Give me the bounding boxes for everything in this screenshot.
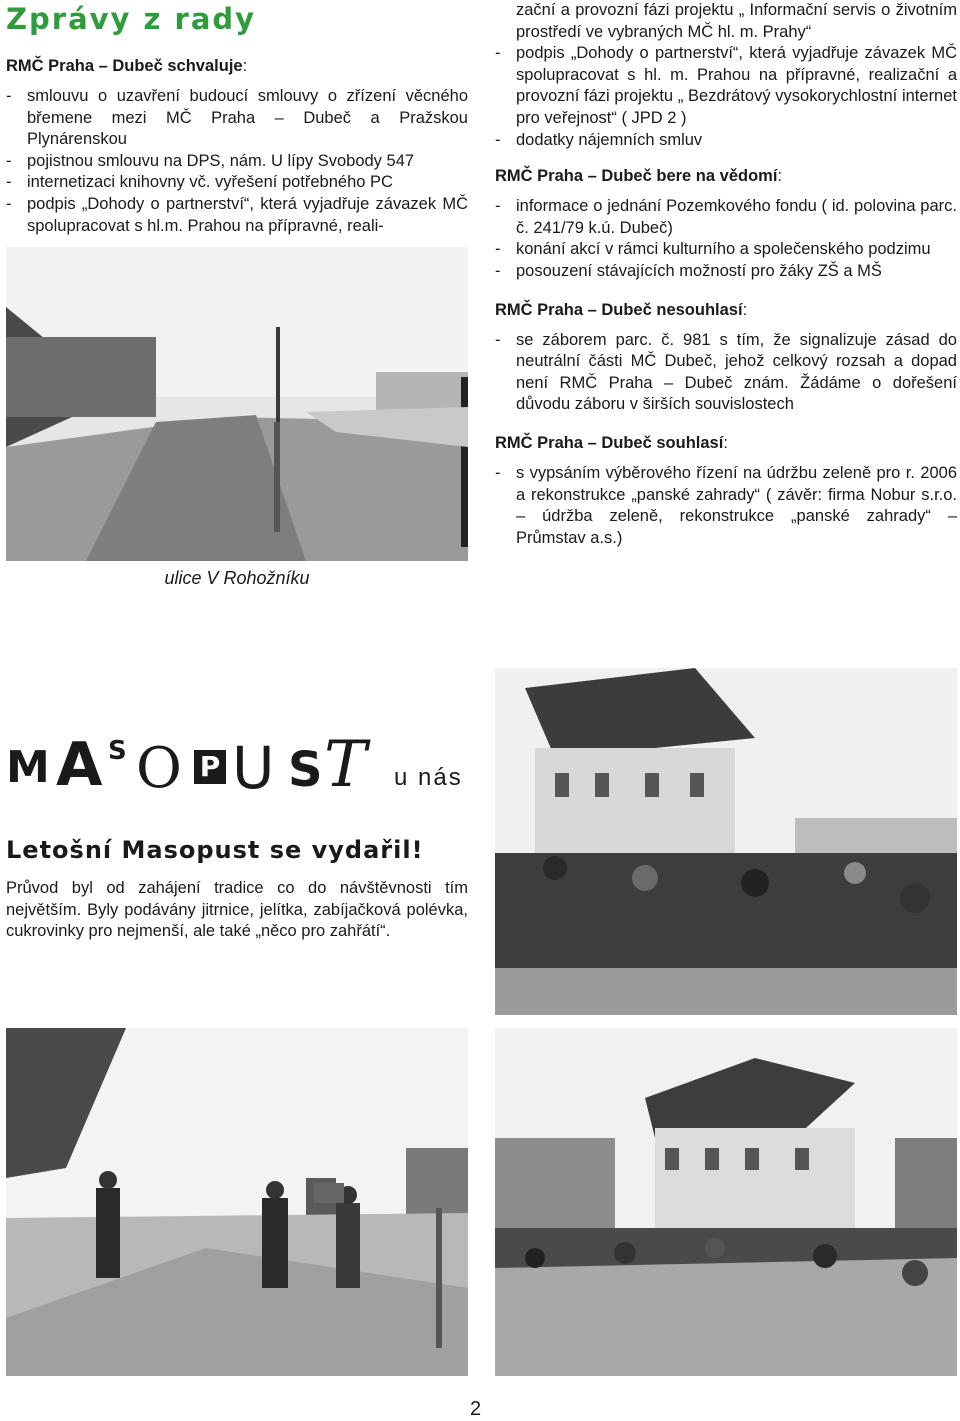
logo-letter: A bbox=[56, 730, 103, 800]
page-number: 2 bbox=[470, 1398, 482, 1420]
list-item: - pojistnou smlouvu na DPS, nám. U lípy Svobody 547 bbox=[6, 151, 468, 173]
logo-letter: S bbox=[108, 736, 127, 766]
section-title-souhlasi: RMČ Praha – Dubeč souhlasí: bbox=[495, 433, 728, 452]
disagreed-list bbox=[495, 330, 957, 416]
agreed-list bbox=[495, 463, 957, 549]
list-item: - s vypsáním výběrového řízení na údržbu zeleně pro r. 2006 a rekonstrukce „panské zahrady“ ( závěr: firma Nobur s.r.o. – údržba zeleně, rekonstrukce „panské zahrady“ – Průmstav a.s.) bbox=[495, 463, 957, 549]
list-item-continuation: zační a provozní fázi projektu „ Informační servis o životním prostředí ve vybraných MČ hl. m. Prahy“ bbox=[516, 1, 957, 41]
list-item: - internetizaci knihovny vč. vyřešení potřebného PC bbox=[6, 172, 468, 194]
list-item: - posouzení stávajících možností pro žáky ZŠ a MŠ bbox=[495, 261, 957, 283]
logo-letter: U bbox=[232, 734, 275, 802]
photo-caption: ulice V Rohožníku bbox=[164, 568, 310, 588]
acknowledged-list bbox=[495, 196, 957, 282]
square-gathering-photo bbox=[495, 1028, 957, 1376]
logo-suffix: u nás bbox=[394, 764, 463, 791]
logo-letter: M bbox=[6, 742, 50, 793]
list-item: - podpis „Dohody o partnerství“, která vyjadřuje závazek MČ spolupracovat s hl. m. Prahou na přípravné, realizační a provozní fázi projektu „ Bezdrátový vysokorychlostní internet pro veřejnost“ ( JPD 2 ) bbox=[495, 43, 957, 129]
section-title-nesouhlasi: RMČ Praha – Dubeč nesouhlasí: bbox=[495, 300, 748, 319]
article-title: Letošní Masopust se vydařil! bbox=[6, 836, 424, 864]
firefighters-street-photo bbox=[6, 1028, 468, 1376]
logo-letter: O bbox=[136, 736, 182, 801]
logo-letter: T bbox=[324, 728, 367, 802]
masopust-logo bbox=[6, 728, 486, 802]
approved-list-continued bbox=[495, 43, 957, 151]
list-item: - podpis „Dohody o partnerství“, která vyjadřuje závazek MČ spolupracovat s hl.m. Prahou na přípravné, reali- bbox=[6, 194, 468, 237]
list-item: - se záborem parc. č. 981 s tím, že signalizuje zásad do neutrální části MČ Dubeč, jehož celkový rozsah a dopad není RMČ Praha – Dubeč znám. Žádáme o dořešení důvodu záboru v širších souvislostech bbox=[495, 330, 957, 416]
logo-letter: P bbox=[194, 750, 226, 784]
list-item: - smlouvu o uzavření budoucí smlouvy o zřízení věcného břemene mezi MČ Praha – Dubeč a Pražskou Plynárenskou bbox=[6, 86, 468, 151]
page-heading: Zprávy z rady bbox=[6, 2, 257, 36]
approved-list bbox=[6, 86, 468, 237]
carnival-crowd-photo bbox=[495, 668, 957, 1015]
list-item: - dodatky nájemních smluv bbox=[495, 130, 957, 152]
section-title-bere: RMČ Praha – Dubeč bere na vědomí: bbox=[495, 167, 783, 186]
article-text: Průvod byl od zahájení tradice co do návštěvnosti tím největším. Byly podávány jitrnice, jelítka, zabíjačková polévka, cukrovinky pro nejmenší, ale také „něco pro zahřátí“. bbox=[6, 879, 468, 941]
list-item: - informace o jednání Pozemkového fondu ( id. polovina parc. č. 241/79 k.ú. Dubeč) bbox=[495, 196, 957, 239]
right-column bbox=[495, 0, 957, 549]
section-schvaluje bbox=[6, 57, 468, 237]
logo-letter: S bbox=[288, 742, 323, 798]
section-title: RMČ Praha – Dubeč schvaluje: bbox=[6, 57, 248, 75]
list-item: - konání akcí v rámci kulturního a společenského podzimu bbox=[495, 239, 957, 261]
flood-street-photo bbox=[6, 247, 468, 561]
